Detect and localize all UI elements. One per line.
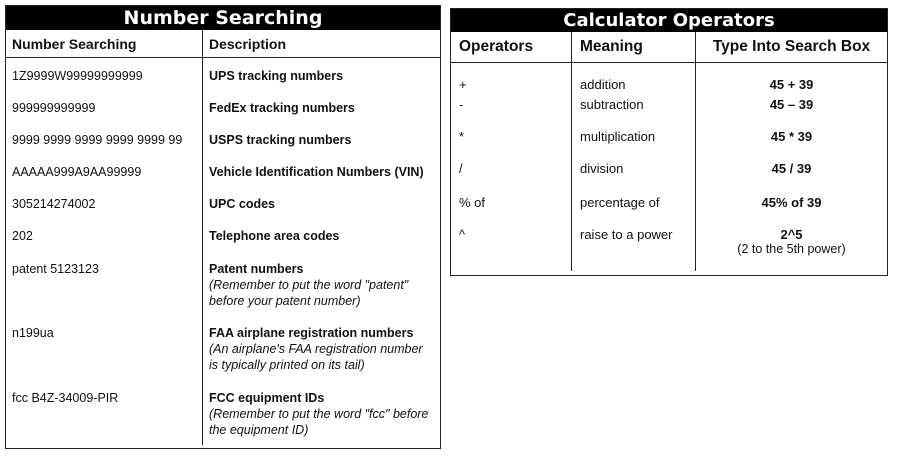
description-note: (Remember to put the word "patent" before your patent number): [209, 278, 409, 308]
description: USPS tracking numbers: [209, 133, 352, 147]
description: Vehicle Identification Numbers (VIN): [209, 165, 424, 179]
example-value: 1Z9999W99999999999: [12, 69, 143, 83]
meaning: division: [572, 161, 696, 193]
example-value: fcc B4Z-34009-PIR: [12, 391, 119, 405]
meaning: subtraction: [572, 97, 696, 129]
search-example-note: (2 to the 5th power): [737, 242, 846, 256]
header-number-searching: Number Searching: [6, 30, 203, 58]
example-value: 305214274002: [12, 197, 96, 211]
table-row: [451, 63, 887, 98]
calculator-operators-panel: [450, 8, 888, 276]
meaning: percentage of: [572, 193, 696, 227]
number-searching-table: [6, 30, 440, 445]
table-row: [6, 228, 440, 261]
description: Patent numbers: [209, 262, 304, 276]
example-value: 999999999999: [12, 101, 96, 115]
table-row: [6, 164, 440, 196]
description: FAA airplane registration numbers: [209, 326, 414, 340]
example-value: n199ua: [12, 326, 54, 340]
operator: *: [459, 129, 465, 144]
search-example: 45% of 39: [696, 193, 888, 227]
search-example: 45 – 39: [696, 97, 888, 129]
table-row: [451, 161, 887, 193]
example-value: patent 5123123: [12, 262, 99, 276]
header-description: Description: [203, 30, 441, 58]
example-value: 202: [12, 229, 33, 243]
example-value: AAAAA999A9AA99999: [12, 165, 142, 179]
meaning: multiplication: [572, 129, 696, 161]
table-row: [451, 97, 887, 129]
header-type-into-search-box: Type Into Search Box: [696, 32, 888, 63]
table-header-row: [6, 30, 440, 58]
operator: % of: [459, 195, 486, 210]
description: UPC codes: [209, 197, 275, 211]
search-example: 45 / 39: [696, 161, 888, 193]
table-row: [451, 129, 887, 161]
table-row: [451, 227, 887, 271]
table-row: [6, 132, 440, 164]
table-row: [451, 193, 887, 227]
table-row: [6, 58, 440, 101]
search-example: 2^5: [780, 227, 803, 242]
table-row: [6, 196, 440, 228]
search-example-cell: [696, 227, 888, 271]
operator: +: [459, 77, 467, 92]
example-value: 9999 9999 9999 9999 9999 99: [12, 133, 183, 147]
table-header-row: [451, 32, 887, 63]
header-meaning: Meaning: [572, 32, 696, 63]
calculator-operators-table: [451, 32, 887, 271]
search-example: 45 + 39: [696, 63, 888, 98]
table-row: [6, 261, 440, 325]
description-note: (Remember to put the word "fcc" before the equipment ID): [209, 407, 429, 437]
meaning: raise to a power: [572, 227, 696, 271]
description-note: (An airplane's FAA registration number is typically printed on its tail): [209, 342, 423, 372]
description: Telephone area codes: [209, 229, 340, 243]
search-example: 45 * 39: [696, 129, 888, 161]
number-searching-panel: [5, 5, 441, 449]
description: FedEx tracking numbers: [209, 101, 355, 115]
table-row: [6, 325, 440, 390]
operator: ^: [459, 227, 466, 242]
description: UPS tracking numbers: [209, 69, 344, 83]
header-operators: Operators: [451, 32, 572, 63]
meaning: addition: [572, 63, 696, 98]
number-searching-title: Number Searching: [6, 6, 440, 30]
operator: -: [459, 97, 464, 112]
table-row: [6, 390, 440, 445]
calculator-operators-title: Calculator Operators: [451, 9, 887, 32]
description: FCC equipment IDs: [209, 391, 325, 405]
operator: /: [459, 161, 463, 176]
table-row: [6, 100, 440, 132]
